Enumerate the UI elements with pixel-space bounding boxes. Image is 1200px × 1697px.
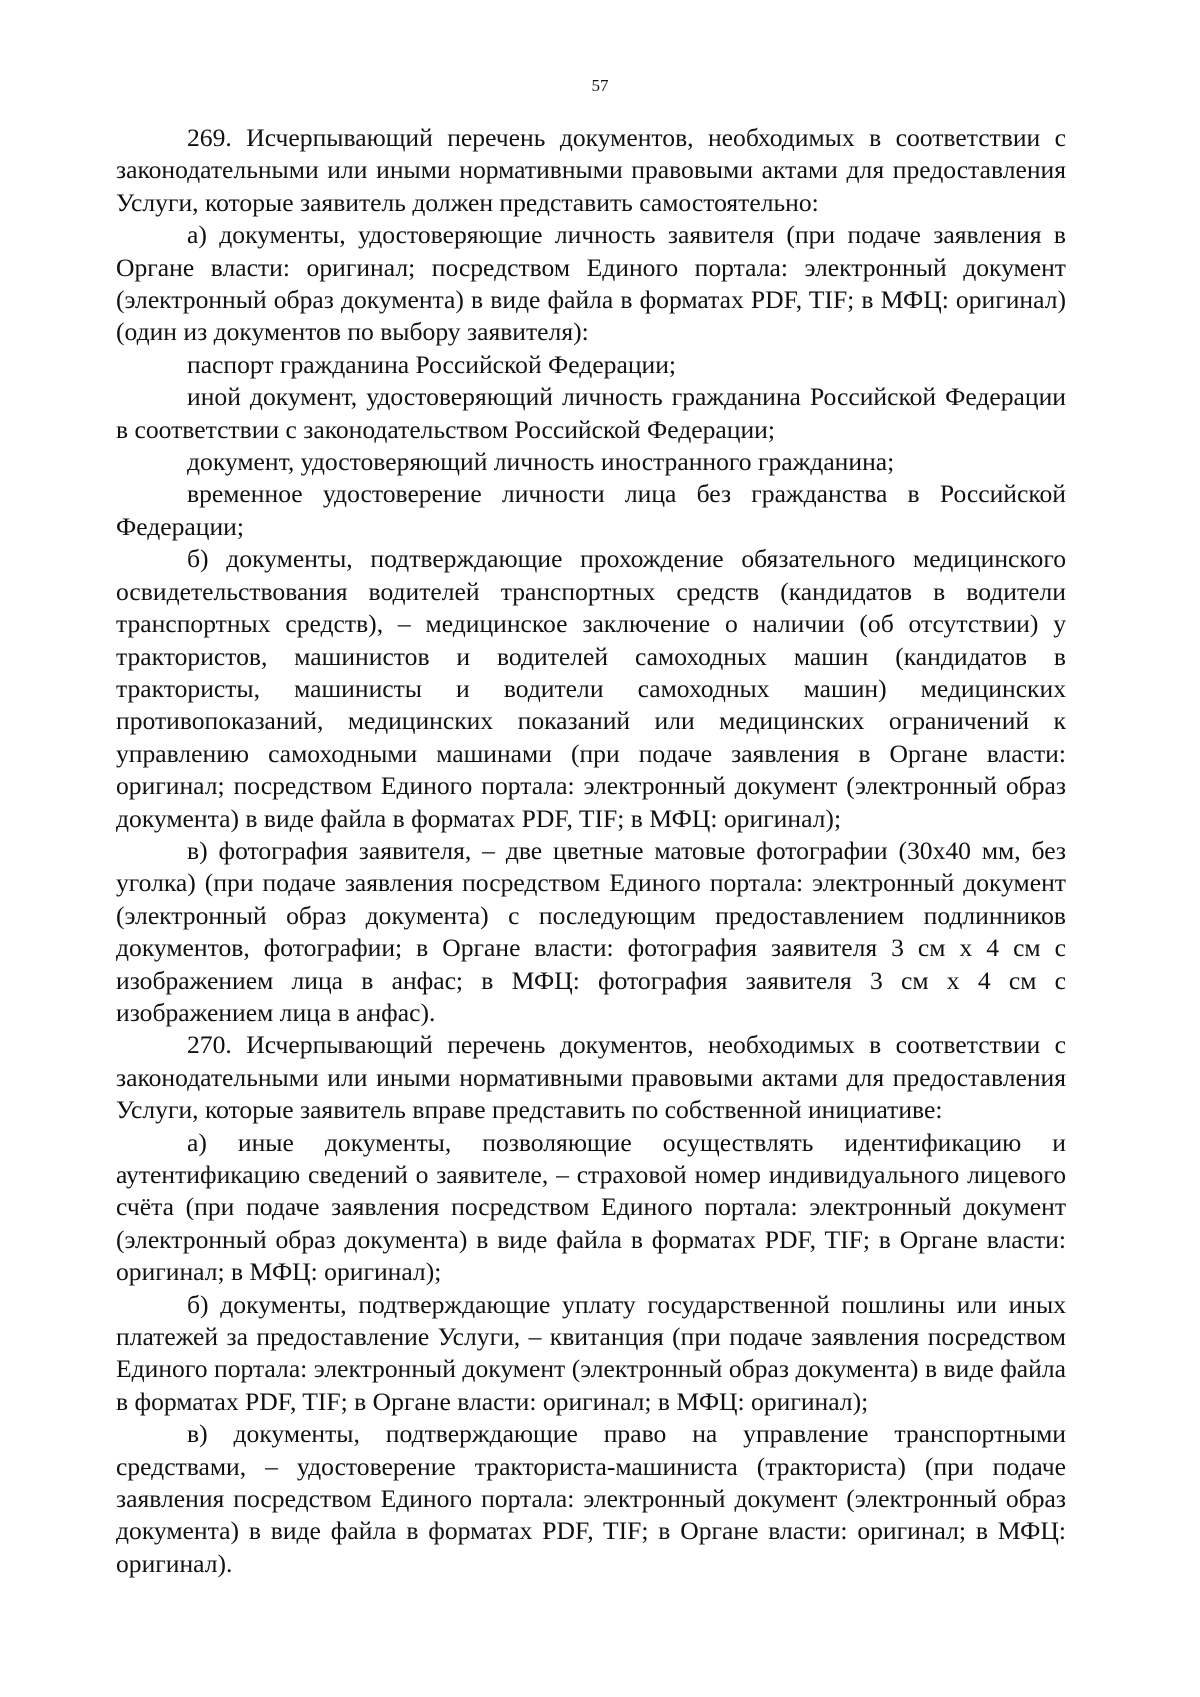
paragraph-269-v: в) фотография заявителя, – две цветные матовые фотографии (30х40 мм, без уголка) (при подаче заявления посредством Единого портала: электронный документ (электронный образ документа) с последующим предоставлением подлинников документов, фотографии; в Органе власти: фотография заявителя 3 см х 4 см с изображением лица в анфас; в МФЦ: фотография заявителя 3 см х 4 см с изображением лица в анфас).	[116, 835, 1066, 1027]
page-number: 57	[591, 76, 609, 95]
paragraph-270-b: б) документы, подтверждающие уплату государственной пошлины или иных платежей за предоставление Услуги, – квитанция (при подаче заявления посредством Единого портала: электронный документ (электронный образ документа) в виде файла в форматах PDF, TIF; в Органе власти: оригинал; в МФЦ: оригинал);	[116, 1289, 1066, 1416]
paragraph-269-a: а) документы, удостоверяющие личность заявителя (при подаче заявления в Органе власти: оригинал; посредством Единого портала: электронный документ (электронный образ документа) в виде файла в форматах PDF, TIF; в МФЦ: оригинал) (один из документов по выбору заявителя):	[116, 220, 1066, 347]
list-item-other-id: иной документ, удостоверяющий личность гражданина Российской Федерации в соответствии с законодательством Российской Федерации;	[116, 382, 1066, 444]
paragraph-270-intro: 270. Исчерпывающий перечень документов, необходимых в соответствии с законодательными или иными нормативными правовыми актами для предоставления Услуги, которые заявитель вправе представить по собственной инициативе:	[116, 1030, 1066, 1125]
paragraph-270-a: а) иные документы, позволяющие осуществлять идентификацию и аутентификацию сведений о заявителе, – страховой номер индивидуального лицевого счёта (при подаче заявления посредством Единого портала: электронный документ (электронный образ документа) в виде файла в форматах PDF, TIF; в Органе власти: оригинал; в МФЦ: оригинал);	[116, 1127, 1066, 1287]
paragraph-270-v: в) документы, подтверждающие право на управление транспортными средствами, – удостоверение тракториста-машиниста (тракториста) (при подаче заявления посредством Единого портала: электронный документ (электронный образ документа) в виде файла в форматах PDF, TIF; в Органе власти: оригинал; в МФЦ: оригинал).	[116, 1419, 1066, 1578]
list-item-foreign-id: документ, удостоверяющий личность иностранного гражданина;	[187, 447, 895, 477]
paragraph-269-b: б) документы, подтверждающие прохождение обязательного медицинского освидетельствования водителей транспортных средств (кандидатов в водители транспортных средств), – медицинское заключение о наличии (об отсутствии) у трактористов, машинистов и водителей самоходных машин (кандидатов в трактористы, машинисты и водители самоходных машин) медицинских противопоказаний, медицинских показаний или медицинских ограничений к управлению самоходными машинами (при подаче заявления в Органе власти: оригинал; посредством Единого портала: электронный документ (электронный образ документа) в виде файла в форматах PDF, TIF; в МФЦ: оригинал);	[116, 544, 1066, 833]
paragraph-269-intro: 269. Исчерпывающий перечень документов, необходимых в соответствии с законодательными или иными нормативными правовыми актами для предоставления Услуги, которые заявитель должен представить самостоятельно:	[116, 123, 1066, 217]
list-item-passport: паспорт гражданина Российской Федерации;	[187, 349, 677, 379]
document-body	[116, 122, 1066, 1580]
list-item-stateless-id: временное удостоверение личности лица без гражданства в Российской Федерации;	[116, 479, 1066, 541]
